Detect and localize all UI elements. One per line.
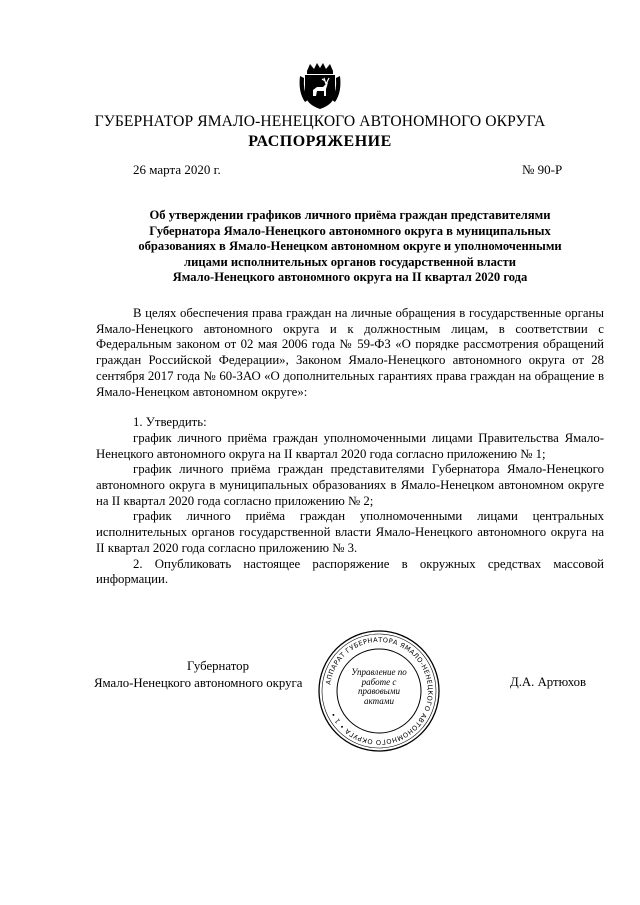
item-1-subitem: график личного приёма граждан уполномоченными лицами центральных исполнительных органов государственной власти Ямало-Ненецкого автономного округа на II квартал 2020 года согласно приложению № 3. [96,509,604,555]
signatory-position [94,658,344,691]
item-2-paragraph: 2. Опубликовать настоящее распоряжение в окружных средствах массовой информации. [96,556,604,587]
stamp-center-text: Управление по работе с правовыми актами [351,668,407,706]
item-1-subitem: график личного приёма граждан уполномоченными лицами Правительства Ямало-Ненецкого автономного округа на II квартал 2020 года согласно приложению № 1; [96,430,604,461]
issuer-title: ГУБЕРНАТОР ЯМАЛО-НЕНЕЦКОГО АВТОНОМНОГО ОКРУГА [94,113,546,130]
document-body [96,306,604,588]
yamal-coat-of-arms-icon [297,62,343,115]
preamble-paragraph: В целях обеспечения права граждан на личные обращения в государственные органы Ямало-Ненецкого автономного округа и к должностным лицам, в соответствии с Федеральным законом от 02 мая 2006 года № 59-ФЗ «О порядке рассмотрения обращений граждан Российской Федерации», Законом Ямало-Ненецкого автономного округа от 28 сентября 2017 года № 60-ЗАО «О дополнительных гарантиях права граждан на обращение в Ямало-Ненецком автономном округе»: [96,306,604,399]
signatory-name: Д.А. Артюхов [510,675,587,689]
document-number: № 90-Р [522,162,563,177]
title-line: образованиях в Ямало-Ненецком автономном округе и уполномоченными [138,239,562,253]
title-line: Ямало-Ненецкого автономного округа на II квартал 2020 года [172,270,528,284]
signatory-position-line: Ямало-Ненецкого автономного округа [94,675,303,690]
document-date: 26 марта 2020 г. [133,162,221,177]
title-line: Губернатора Ямало-Ненецкого автономного округа в муниципальных [149,223,551,238]
official-stamp [316,628,442,759]
document-title [95,208,605,286]
title-line: Об утверждении графиков личного приёма граждан представителями [149,208,551,222]
stamp-ring-text: АППАРАТ ГУБЕРНАТОРА ЯМАЛО-НЕНЕЦКОГО АВТОНОМНОГО ОКРУГА • 1 • [324,635,435,747]
document-type: РАСПОРЯЖЕНИЕ [248,133,392,150]
signatory-position-line: Губернатор [187,659,249,673]
title-line: лицами исполнительных органов государственной власти [184,254,516,269]
item-1-heading: 1. Утвердить: [133,415,207,430]
item-1-subitem: график личного приёма граждан представителями Губернатора Ямало-Ненецкого автономного округа в муниципальных образованиях в Ямало-Ненецком автономном округе на II квартал 2020 года согласно приложению № 2; [96,462,604,508]
